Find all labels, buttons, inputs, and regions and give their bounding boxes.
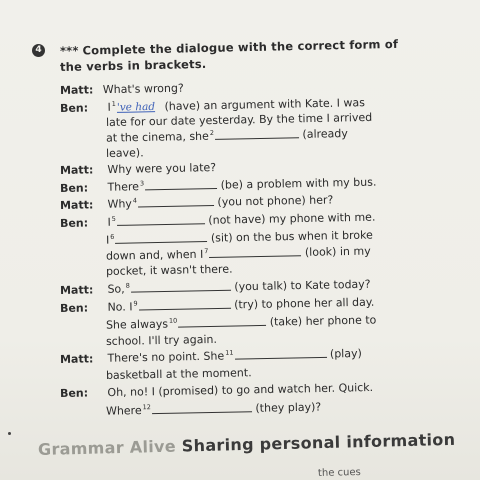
line-text: (be) a problem with my bus. [220, 175, 377, 192]
dialogue-line-5: leave). [105, 146, 144, 160]
line-text: There [107, 180, 140, 194]
gap-6-blank[interactable] [115, 232, 207, 244]
example-answer: 've had [116, 100, 156, 114]
gap-number: 7 [204, 247, 209, 256]
line-text: (have) an argument with Kate. I was [164, 95, 366, 113]
line-text: at the cinema, she [105, 129, 209, 145]
dialogue-line-1 [60, 82, 184, 97]
speaker-matt: Matt: [59, 352, 94, 366]
line-text: She always [105, 317, 169, 332]
gap-7-blank[interactable] [209, 246, 301, 258]
dialogue-line-3: late for our date yesterday. By the time I arrived [105, 110, 373, 129]
dialogue-line-16: school. I'll try again. [105, 332, 218, 348]
gap-number: 6 [110, 232, 115, 241]
line-text: Where [105, 403, 142, 418]
dialogue-line-20 [106, 400, 321, 418]
dialogue-line-11 [106, 244, 371, 263]
gap-2-blank[interactable] [215, 128, 299, 140]
dialogue-line-19 [60, 381, 373, 400]
speaker-matt: Matt: [59, 283, 94, 297]
line-text: (take) her phone to [269, 313, 377, 329]
gap-number: 3 [139, 179, 145, 188]
line-text: I [107, 215, 111, 229]
gap-5-blank[interactable] [117, 214, 205, 226]
line-text: I [105, 233, 110, 247]
speaker-matt: Matt: [59, 198, 94, 212]
dialogue-line-7 [60, 175, 377, 195]
line-text: So, [107, 282, 125, 296]
gap-number: 9 [133, 299, 138, 308]
speaker-ben: Ben: [59, 101, 89, 115]
gap-number: 1 [111, 99, 116, 109]
instruction-line-1: Complete the dialogue with the correct form of [82, 36, 399, 58]
gap-number: 11 [225, 348, 234, 357]
gap-number: 8 [125, 281, 130, 290]
gap-8-blank[interactable] [131, 280, 231, 292]
dialogue-line-4 [106, 126, 348, 144]
line-text: Oh, no! I (promised) to go and watch her. Quick. [107, 380, 374, 400]
line-text: Why [107, 197, 132, 211]
line-text: (you talk) to Kate today? [234, 277, 371, 294]
section-heading [38, 430, 456, 459]
line-text: There's no point. She [107, 349, 225, 365]
speaker-ben: Ben: [59, 301, 89, 315]
gap-11-blank[interactable] [234, 348, 326, 360]
dialogue-line-18: basketball at the moment. [105, 366, 252, 382]
line-text: What's wrong? [102, 81, 184, 97]
line-text: (not have) my phone with me. [208, 210, 376, 227]
speaker-matt: Matt: [59, 163, 94, 177]
line-text: (look) in my [304, 244, 371, 259]
line-text: (they play)? [255, 400, 322, 415]
line-text: No. I [107, 300, 133, 314]
gap-9-blank[interactable] [139, 298, 231, 310]
section-title: Sharing personal information [181, 429, 456, 456]
gap-number: 5 [111, 214, 116, 224]
gap-number: 4 [132, 196, 138, 205]
line-text: (sit) on the bus when it broke [210, 228, 373, 245]
dialogue-line-8 [60, 193, 334, 212]
exercise-instruction [60, 37, 398, 58]
speaker-matt: Matt: [59, 83, 94, 97]
gap-12-blank[interactable] [152, 402, 252, 414]
difficulty-stars: *** [59, 43, 79, 58]
dialogue-line-13 [60, 277, 371, 297]
line-text: down and, when I [105, 247, 204, 263]
cues-fragment: the cues [317, 466, 361, 479]
grammar-alive-brand: Grammar Alive [37, 436, 177, 459]
line-text: (try) to phone her all day. [234, 295, 375, 312]
line-text: I [107, 100, 111, 114]
speaker-ben: Ben: [59, 386, 89, 400]
line-text: (play) [329, 346, 362, 361]
dialogue-line-14 [60, 295, 375, 315]
dialogue-line-15 [106, 313, 377, 332]
gap-number: 2 [209, 128, 215, 138]
dialogue-line-12: pocket, it wasn't there. [105, 262, 233, 278]
gap-10-blank[interactable] [178, 316, 266, 328]
line-text: (you not phone) her? [217, 193, 334, 209]
line-text: (already [302, 127, 348, 141]
speaker-ben: Ben: [59, 216, 89, 230]
dialogue-line-9 [60, 210, 376, 230]
instruction-line-2: the verbs in brackets. [59, 56, 207, 74]
line-text: Why were you late? [107, 161, 217, 177]
dialogue-line-17 [60, 346, 362, 365]
dialogue-line-6 [60, 161, 216, 177]
margin-dot [8, 432, 11, 435]
gap-number: 10 [168, 316, 178, 325]
exercise-number-badge: 4 [32, 44, 45, 57]
speaker-ben: Ben: [59, 181, 89, 195]
gap-3-blank[interactable] [145, 179, 217, 190]
gap-number: 12 [142, 403, 151, 412]
gap-4-blank[interactable] [138, 196, 214, 207]
